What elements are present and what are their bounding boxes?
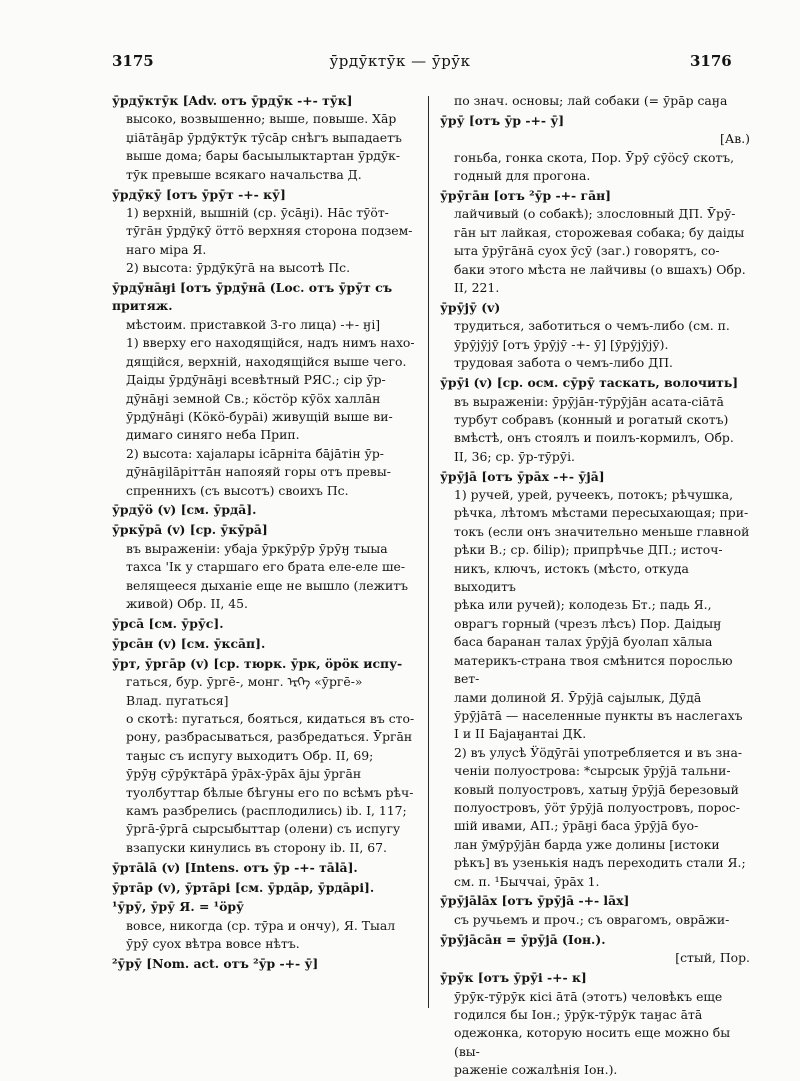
entry-line: дӯнāӈіlāріттāн напояяй горы отъ превы- <box>126 464 391 480</box>
entry-line: баса баранан талах ӯрӯјā буолап хāлыа <box>454 634 713 650</box>
entry-carryover: [Ав.) <box>720 131 750 147</box>
dictionary-entry <box>440 374 750 466</box>
entry-headword: ӯртāр (v), ӯртāрі [см. ӯрдāр, ӯрдāрі]. <box>112 879 375 895</box>
dictionary-entry <box>112 859 418 877</box>
entry-line: Даіды ӯрдӯнāӈі всевѣтный РЯС.; сір ӯр- <box>126 372 386 388</box>
entry-line: оврагъ горный (чрезъ лѣсъ) Пор. Даідыӈ <box>454 615 722 631</box>
entry-headword: ӯрӯк [отъ ӯрӯі -+- к] <box>440 970 587 986</box>
dictionary-entry <box>112 279 418 500</box>
entry-line: въ выраженіи: убаја ӯркӯрӯр ӯрӯӈ тыыа <box>126 540 388 556</box>
entry-line: Влад. пугаться] <box>126 692 229 708</box>
entry-line: ковый полуостровъ, хатыӈ ӯрӯјā березовый <box>454 781 739 797</box>
page-header <box>0 48 800 78</box>
entry-line: тӯгāн ӯрдӯкӯ ӧттӧ верхняя сторона подзем- <box>126 223 413 239</box>
dictionary-entry <box>112 615 418 633</box>
entry-line: дящійся, верхній, находящійся выше чего. <box>126 353 407 369</box>
dictionary-entry <box>112 898 418 953</box>
entry-line: см. п. ¹Быччаі, ӯрāх 1. <box>454 873 600 889</box>
entry-headword: ӯрдӯӧ (v) [см. ӯрдā]. <box>112 502 257 518</box>
entry-line: рѣкъ] въ узенькія надъ переходить стали Я.; <box>454 855 746 871</box>
entry-line: живой) Обр. II, 45. <box>126 595 248 611</box>
entry-line: токъ (если онъ значительно меньше главной <box>454 523 750 539</box>
entry-line: ӯрӯк-тӯрӯк кісі āтā (этотъ) человѣкъ еще <box>454 988 723 1004</box>
entry-headword: ӯрдӯнāӈі [отъ ӯрдӯнā (Loc. отъ ӯрӯт съ притяж. <box>112 280 393 314</box>
dictionary-entry <box>440 92 750 110</box>
entry-headword: ӯрсāн (v) [см. ӯксāп]. <box>112 635 266 651</box>
entry-line: по знач. основы; лай собаки (= ӯрāр саӈа <box>454 93 728 108</box>
entry-headword: ӯрӯјā [отъ ӯрāх -+- ӯјā] <box>440 468 605 484</box>
entry-line: лан ӯмӯрӯјāн барда уже долины [истоки <box>454 836 720 852</box>
entry-line: гāн ыт лайкая, сторожевая собака; бу даіды <box>454 224 745 240</box>
entry-line: I и II Баjаӈантаі ДК. <box>454 726 587 742</box>
entry-line: никъ, ключъ, истокъ (мѣсто, откуда выходитъ <box>454 560 689 595</box>
dictionary-entry <box>112 521 418 613</box>
entry-line: раженіе сожалѣнія Іон.). <box>454 1062 618 1078</box>
column-divider <box>428 96 429 1008</box>
dictionary-entry <box>112 655 418 857</box>
entry-line: лами долиной Я. Ӯрӯјā сајылык, Дӯдā <box>454 689 702 705</box>
entry-line: полуостровъ, ӯӧт ӯрӯјā полуостровъ, порос- <box>454 799 740 815</box>
running-title: ӯрдӯктӯк — ӯрӯк <box>329 52 471 70</box>
entry-line: ӯрӯјāтā — населенные пункты въ наслегахъ <box>454 707 743 723</box>
entry-line: шій ивами, АП.; ӯрāӈі баса ӯрӯјā буо- <box>454 818 699 834</box>
entry-line: лайчивый (о собакѣ); злословный ДП. Ӯрӯ- <box>454 206 736 222</box>
entry-line: взапуски кинулись въ сторону ib. II, 67. <box>126 839 387 855</box>
entry-headword: ²ӯрӯ [Nom. act. отъ ²ӯр -+- ӯ] <box>112 956 319 972</box>
entry-line: ӯрӯ суох вѣтра вовсе нѣтъ. <box>126 936 300 952</box>
dictionary-entry <box>440 969 750 1079</box>
dictionary-entry <box>112 879 418 897</box>
entry-line: тахса 'Ік у старшаго его брата еле-еле ше- <box>126 559 406 575</box>
entry-headword: ӯрт, ӯргāр (v) [ср. тюрк. ӯрк, ӧрӧк испу- <box>112 655 403 671</box>
entry-line: 2) высота: ӯрдӯкӯгā на высотѣ Пс. <box>126 260 351 276</box>
entry-line: съ ручьемъ и проч.; съ оврагомъ, оврāжи- <box>454 911 730 927</box>
dictionary-entry <box>440 187 750 297</box>
entry-line: ӯрдӯнāӈі (Кӧкӧ-бурāі) живущій выше ви- <box>126 408 393 424</box>
entry-line: трудовая забота о чемъ-либо ДП. <box>454 355 673 371</box>
entry-headword: ӯрсā [см. ӯрӯс]. <box>112 615 224 631</box>
dictionary-entry <box>112 92 418 184</box>
entry-line: одежонка, которую носить еще можно бы (вы- <box>454 1025 731 1059</box>
entry-line: ӯргā-ӯргā сырсыбыттар (олени) съ испугу <box>126 821 401 837</box>
entry-headword: ӯрӯјӯ (v) <box>440 299 501 315</box>
entry-line: таӈыс съ испугу выходитъ Обр. II, 69; <box>126 747 374 763</box>
entry-line: димаго синяго неба Прип. <box>126 427 300 443</box>
entry-line: ыта ӯрӯгāнā суох ӯсӯ (заг.) говорятъ, со- <box>454 243 720 259</box>
entry-line: вовсе, никогда (ср. тӯра и ончу), Я. Тыал <box>126 917 396 933</box>
dictionary-entry <box>112 186 418 278</box>
entry-line: рѣчка, лѣтомъ мѣстами пересыхающая; при- <box>454 505 749 521</box>
right-column <box>440 92 750 1081</box>
entry-headword: ӯрӯјāсāн = ӯрӯјā (Іон.). <box>440 931 606 947</box>
entry-line: въ выраженіи: ӯрӯјāн-тӯрӯјāн асата-сіāтā <box>454 393 724 409</box>
dictionary-entry <box>112 501 418 519</box>
entry-line: камъ разбрелись (расплодились) ib. I, 117; <box>126 802 407 818</box>
entry-line: 1) ручей, урей, ручеекъ, потокъ; рѣчушка, <box>454 487 734 503</box>
entry-line: рѣки В.; ср. біlір); припрѣчье ДП.; источ- <box>454 542 723 558</box>
entry-line: трудиться, заботиться о чемъ-либо (см. п. <box>454 318 730 334</box>
dictionary-entry <box>440 112 750 186</box>
entry-line: туолбуттар бѣлые бѣгуны его по всѣмъ рѣч- <box>126 784 414 800</box>
entry-headword: ӯрӯјālāх [отъ ӯрӯјā -+- lāх] <box>440 893 630 909</box>
entry-line: 1) вверху его находящійся, надъ нимъ нахо- <box>126 335 415 351</box>
entry-carryover: [стый, Пор. <box>675 950 750 966</box>
entry-line: гаться, бур. ӯргē-, монг. ᠡᠷᠭᠡ «ӯргē-» <box>126 674 363 690</box>
entry-line: дӯнāӈі земной Св.; кӧстӧр кӯӧх халлāн <box>126 390 381 406</box>
entry-line: наго міра Я. <box>126 241 207 257</box>
entry-line: материкъ-страна твоя смѣнится порослью вет- <box>454 652 733 687</box>
entry-headword: ӯрдӯктӯк [Adv. отъ ӯрдӯк -+- тӯк] <box>112 93 353 108</box>
dictionary-entry <box>440 299 750 373</box>
dictionary-entry <box>112 955 418 973</box>
entry-line: о скотѣ: пугаться, бояться, кидаться въ сто- <box>126 710 415 726</box>
entry-line: рѣка или ручей); колодезь Бт.; падь Я., <box>454 597 712 613</box>
dictionary-entry <box>440 892 750 929</box>
entry-headword: ӯрӯі (v) [ср. осм. сӯрӯ таскать, волочить] <box>440 375 739 391</box>
entry-headword: ӯрдӯкӯ [отъ ӯрӯт -+- кӯ] <box>112 186 286 202</box>
entry-line: ӯрӯӈ сӯрӯктāрā ӯрāх-ӯрāх āјы ӯргāн <box>126 766 362 782</box>
dictionary-entry <box>112 635 418 653</box>
left-column <box>112 92 418 975</box>
entry-line: II, 221. <box>454 280 500 296</box>
entry-line: годился бы Іон.; ӯрӯк-тӯрӯк таӈас āтā <box>454 1006 703 1022</box>
entry-line: высоко, возвышенно; выше, повыше. Хāр <box>126 111 397 127</box>
entry-line: 2) въ улусѣ Ӱӧдӯгāі употребляется и въ зна- <box>454 744 743 760</box>
entry-line: 2) высота: хајалары ісāрніта бāјāтін ӯр- <box>126 445 384 461</box>
entry-headword: ӯрӯ [отъ ӯр -+- ӯ] <box>440 112 565 128</box>
entry-headword: ӯркӯрā (v) [ср. ӯкӯрā] <box>112 522 268 538</box>
entry-line: ӯрӯјӯјӯ [отъ ӯрӯјӯ -+- ӯ] [ӯрӯјӯјӯ). <box>454 336 669 352</box>
entry-headword: ¹ӯрӯ, ӯрӯ Я. = ¹ӧрӯ <box>112 899 244 915</box>
entry-line: тӯк превыше всякаго начальства Д. <box>126 166 362 182</box>
entry-line: II, 36; ср. ӯр-тӯрӯі. <box>454 448 575 464</box>
dictionary-entry <box>440 468 750 891</box>
entry-headword: ӯртālā (v) [Intens. отъ ӯр -+- тālā]. <box>112 859 358 875</box>
entry-line: спреннихъ (съ высотъ) своихъ Пс. <box>126 482 349 498</box>
entry-line: 1) верхній, вышній (ср. ӯсāӈі). Нāс тӯӧт- <box>126 204 389 220</box>
entry-line: вмѣстѣ, онъ стоялъ и поилъ-кормилъ, Обр. <box>454 430 734 446</box>
entry-line: мѣстоим. приставкой 3-го лица) -+- ӈі] <box>126 316 381 332</box>
entry-line: годный для прогона. <box>454 168 591 184</box>
entry-line: рону, разбрасываться, разбредаться. Ӯргāн <box>126 729 413 745</box>
entry-headword: ӯрӯгāн [отъ ²ӯр -+- гāн] <box>440 188 612 204</box>
dictionary-entry <box>440 931 750 968</box>
page-number-left: 3175 <box>112 52 154 70</box>
entry-line: велящееся дыханіе еще не вышло (лежитъ <box>126 577 408 593</box>
entry-line: џіāтāӈāр ӯрдӯктӯк тӯсāр снѣгъ выпадаетъ <box>126 129 402 145</box>
page-number-right: 3176 <box>690 52 732 70</box>
entry-line: турбут собравъ (конный и рогатый скотъ) <box>454 411 729 427</box>
entry-line: выше дома; бары басыылыктартан ӯрдӯк- <box>126 148 401 164</box>
entry-line: гоньба, гонка скота, Пор. Ӯрӯ сӯӧсӯ скотъ, <box>454 149 735 165</box>
entry-line: баки этого мѣста не лайчивы (о вшахъ) Обр. <box>454 261 746 277</box>
entry-line: ченіи полуострова: *сырсык ӯрӯјā тальни- <box>454 763 731 779</box>
